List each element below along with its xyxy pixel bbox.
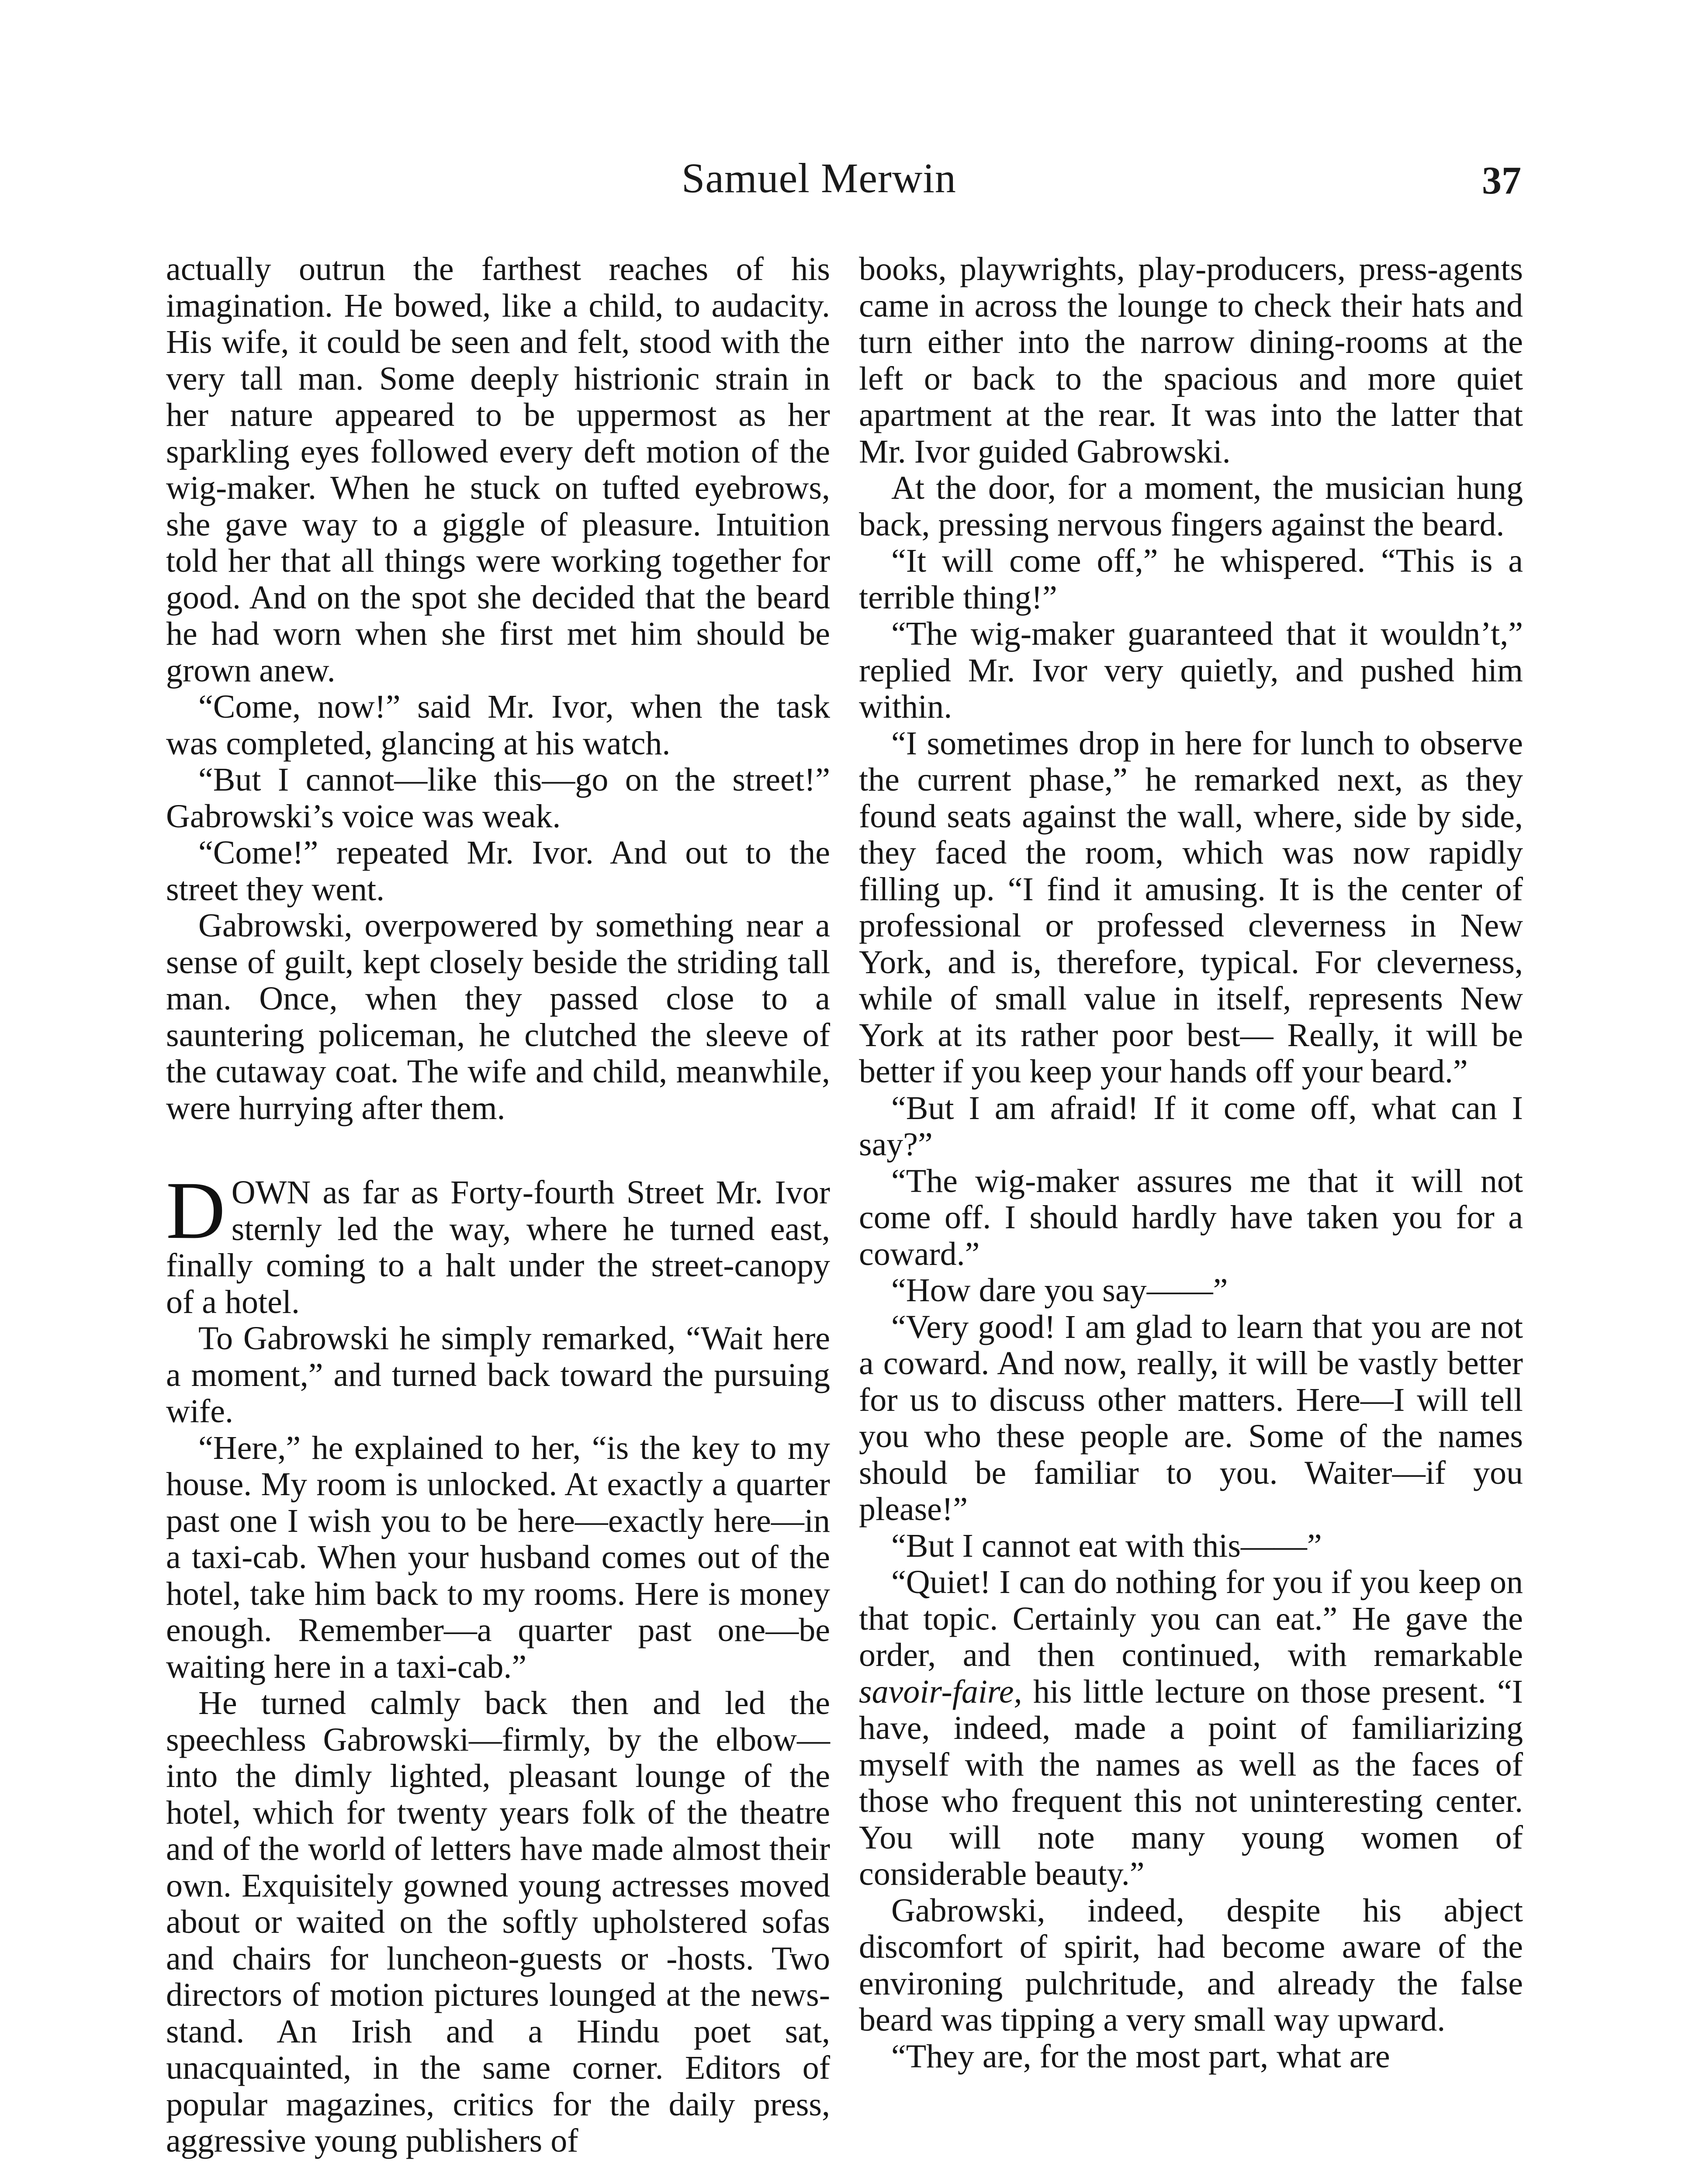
right-column [859,251,1523,2075]
running-head: Samuel Merwin [682,155,956,201]
paragraph: At the door, for a moment, the musician hung back, pressing nervous fingers against the beard. [859,470,1523,543]
paragraph: “How dare you say——” [891,1272,1228,1309]
paragraph: He turned calmly back then and led the speechless Gabrowski—firmly, by the elbow—into the dimly lighted, pleasant lounge of the hotel, which for twenty years folk of the theatre and of the world of letters have made almost their own. Exquisitely gowned young actresses moved about or waited on the softly upholstered sofas and chairs for luncheon-guests or -hosts. Two directors of motion pictures lounged at the news-stand. An Irish and a Hindu poet sat, unacquainted, in the same corner. Editors of popular magazines, critics for the daily press, aggressive young publishers of [166,1685,830,2159]
paragraph: “The wig-maker guaranteed that it wouldn’t,” replied Mr. Ivor very quietly, and pushed him within. [859,615,1523,725]
paragraph: “But I cannot eat with this——” [891,1527,1322,1564]
paragraph: To Gabrowski he simply remarked, “Wait here a moment,” and turned back toward the pursuing wife. [166,1320,830,1430]
drop-cap: D [166,1165,225,1256]
italic-phrase: savoir-faire, [859,1673,1022,1710]
paragraph: “Come, now!” said Mr. Ivor, when the task was completed, glancing at his watch. [166,688,830,762]
paragraph: “But I am afraid! If it come off, what can I say?” [859,1089,1523,1163]
paragraph: “The wig-maker assures me that it will not come off. I should hardly have taken you for a coward.” [859,1162,1523,1272]
paragraph: Gabrowski, overpowered by something near a sense of guilt, kept closely beside the striding tall man. Once, when they passed close to a sauntering policeman, he clutched the sleeve of the cutaway coat. The wife and child, meanwhile, were hurrying after them. [166,907,830,1127]
paragraph: “Come!” repeated Mr. Ivor. And out to the street they went. [166,834,830,908]
paragraph: “Here,” he explained to her, “is the key to my house. My room is unlocked. At exactly a quarter past one I wish you to be here—exactly here—in a taxi-cab. When your husband comes out of the hotel, take him back to my rooms. Here is money enough. Remember—a quarter past one—be waiting here in a taxi-cab.” [166,1429,830,1685]
paragraph-text: his little lecture on those present. “I have, indeed, made a point of familiarizing myself with the names as well as the faces of those who frequent this not uninteresting center. You will note many young women of considerable beauty.” [859,1673,1523,1892]
page-number: 37 [1482,159,1521,202]
paragraph-text: “Quiet! I can do nothing for you if you keep on that topic. Certainly you can eat.” He gave the order, and then continued, with remarkable [859,1564,1523,1673]
paragraph: books, playwrights, play-producers, press-agents came in across the lounge to check their hats and turn either into the narrow dining-rooms at the left or back to the spacious and more quiet apartment at the rear. It was into the latter that Mr. Ivor guided Gabrowski. [859,251,1523,470]
paragraph: “Very good! I am glad to learn that you are not a coward. And now, really, it will be vastly better for us to discuss other matters. Here—I will tell you who these people are. Some of the names should be familiar to you. Waiter—if you please!” [859,1308,1523,1527]
paragraph: “It will come off,” he whispered. “This is a terrible thing!” [859,543,1523,616]
paragraph: “I sometimes drop in here for lunch to observe the current phase,” he remarked next, as they found seats against the wall, where, side by side, they faced the room, which was now rapidly filling up. “I find it amusing. It is the center of professional or professed cleverness in New York, and is, therefore, typical. For cleverness, while of small value in itself, represents New York at its rather poor best— Really, it will be better if you keep your hands off your beard.” [859,725,1523,1090]
section-opening-paragraph [166,1165,830,1320]
paragraph-text: OWN as far as Forty-fourth Street Mr. Ivor sternly led the way, where he turned east, finally coming to a halt under the street-canopy of a hotel. [166,1174,830,1320]
paragraph: “They are, for the most part, what are [891,2038,1390,2075]
paragraph: Gabrowski, indeed, despite his abject discomfort of spirit, had become aware of the environing pulchritude, and already the false beard was tipping a very small way upward. [859,1892,1523,2038]
left-column [166,251,830,2160]
paragraph: “But I cannot—like this—go on the street!” Gabrowski’s voice was weak. [166,761,830,835]
paragraph [859,1564,1523,1893]
paragraph: actually outrun the farthest reaches of his imagination. He bowed, like a child, to audacity. His wife, it could be seen and felt, stood with the very tall man. Some deeply histrionic strain in her nature appeared to be uppermost as her sparkling eyes followed every deft motion of the wig-maker. When he stuck on tufted eyebrows, she gave way to a giggle of pleasure. Intuition told her that all things were working together for good. And on the spot she decided that the beard he had worn when she first met him should be grown anew. [166,251,830,689]
